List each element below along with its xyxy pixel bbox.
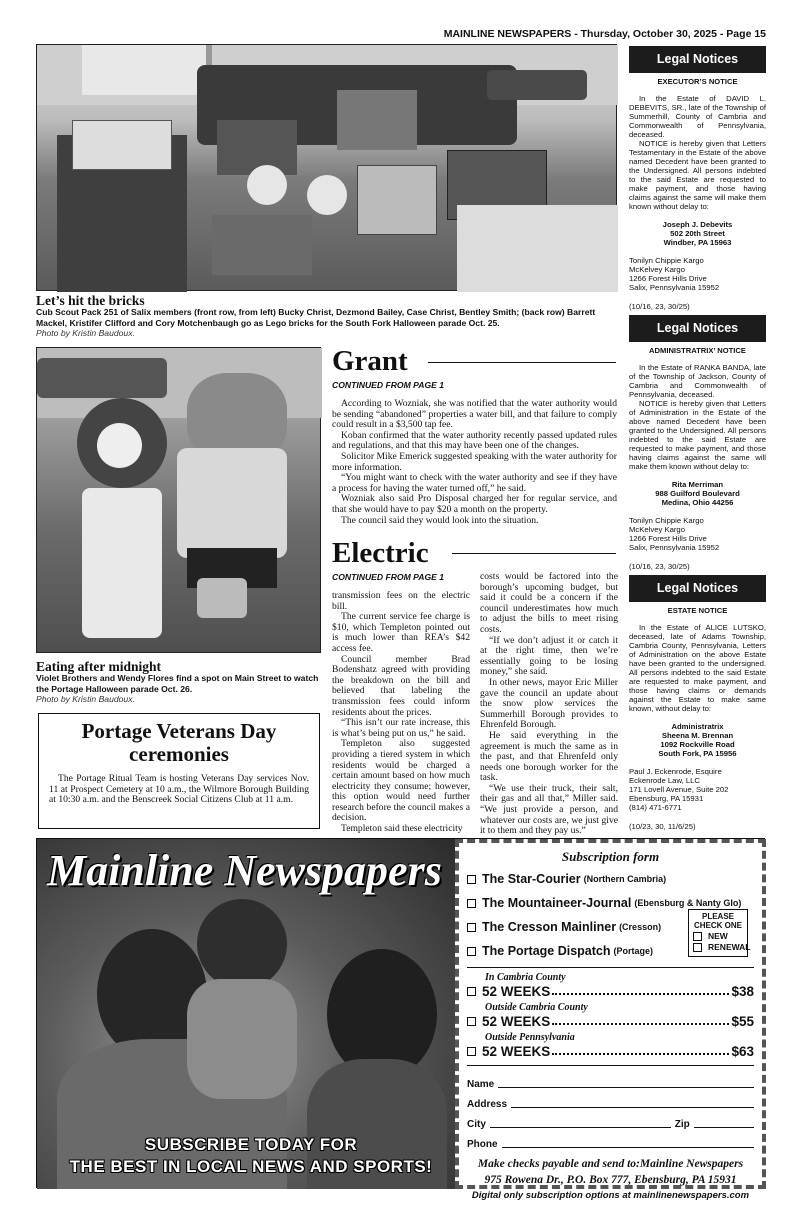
legal-dates: (10/16, 23, 30/25)	[629, 562, 690, 571]
legal-attorney	[629, 256, 766, 292]
electric-paragraph: Templeton said these electricity	[341, 823, 463, 835]
legal-notice-subhead: ESTATE NOTICE	[667, 606, 728, 615]
phone-field[interactable]	[467, 1130, 754, 1150]
price-term: 52 WEEKS	[482, 1043, 551, 1059]
legal-notice-estate	[629, 575, 766, 831]
legal-notices-column	[629, 46, 766, 831]
field-line[interactable]	[694, 1127, 754, 1128]
legal-attorney	[629, 516, 766, 552]
electric-paragraph: The current service fee charge is $10, which Templeton pointed out is much lower than REA’s $42 access fee.	[332, 611, 470, 654]
attorney-line: Tonilyn Chippie Kargo	[629, 256, 704, 265]
publication-name: The Portage Dispatch	[482, 944, 611, 958]
checkbox[interactable]	[467, 947, 476, 956]
choice-label: NEW	[708, 931, 728, 941]
checkbox[interactable]	[467, 875, 476, 884]
subscription-ad	[36, 838, 765, 1201]
field-line[interactable]	[511, 1107, 754, 1108]
price-row[interactable]	[467, 1043, 754, 1059]
attorney-line: McKelvey Kargo	[629, 265, 685, 274]
attorney-line: 1266 Forest Hills Drive	[629, 534, 707, 543]
new-renewal-box	[688, 909, 751, 957]
electric-column-2	[480, 572, 618, 837]
legal-signer	[629, 480, 766, 507]
price-term: 52 WEEKS	[482, 1013, 551, 1029]
field-line[interactable]	[502, 1147, 754, 1148]
price-amount: $38	[731, 983, 754, 999]
publication-name: The Star-Courier	[482, 872, 581, 886]
legal-paragraph: In the Estate of ALICE LUTSKO, deceased, late of Adams Township, Cambria County, Pennsylvania, Letters of Administration on the above Estate have been granted to the undersigned. All persons indebted to the said Estate are requested to make payment, and those having claims or demands against the Estate to make same known, without delay to:	[629, 623, 766, 713]
price-option	[467, 1032, 754, 1059]
price-region: In Cambria County	[485, 972, 566, 983]
signer-line: 1092 Rockville Road	[660, 740, 735, 749]
renewal-option[interactable]	[689, 942, 751, 952]
ad-tagline-1: SUBSCRIBE TODAY FOR	[144, 1135, 358, 1154]
checkbox[interactable]	[467, 1017, 476, 1026]
legal-notice-text	[629, 623, 766, 713]
field-line[interactable]	[490, 1127, 671, 1128]
legal-notice-subhead: ADMINISTRATRIX’ NOTICE	[649, 346, 746, 355]
electric-column-1	[332, 591, 470, 835]
grant-body	[332, 399, 617, 526]
price-row[interactable]	[467, 983, 754, 999]
attorney-line: Paul J. Eckenrode, Esquire	[629, 767, 722, 776]
price-term: 52 WEEKS	[482, 983, 551, 999]
photo2-headline: Eating after midnight	[36, 659, 162, 674]
legal-dates: (10/16, 23, 30/25)	[629, 302, 690, 311]
legal-notice-executor	[629, 46, 766, 311]
checkbox[interactable]	[467, 1047, 476, 1056]
field-label: Zip	[674, 1119, 690, 1130]
masthead: MAINLINE NEWSPAPERS - Thursday, October 30, 2025 - Page 15	[443, 28, 766, 40]
subscription-form	[455, 839, 766, 1201]
payment-instructions: Make checks payable and send to:Mainline Newspapers	[477, 1158, 744, 1170]
grant-paragraph: Wozniak also said Pro Disposal charged her for regular service, and that she would have to pay $20 a month on the property.	[332, 493, 617, 515]
checkbox[interactable]	[467, 899, 476, 908]
photo2-caption: Violet Brothers and Wendy Flores find a spot on Main Street to watch the Portage Halloween parade Oct. 26.	[36, 673, 319, 694]
legal-signer	[629, 220, 766, 247]
dot-leader	[552, 985, 729, 995]
photo1-headline: Let’s hit the bricks	[36, 293, 145, 308]
attorney-line: McKelvey Kargo	[629, 525, 685, 534]
photo1-credit: Photo by Kristin Baudoux.	[36, 328, 135, 338]
signer-line: 988 Guilford Boulevard	[655, 489, 740, 498]
legal-dates: (10/23, 30, 11/6/25)	[629, 822, 696, 831]
electric-paragraph: He said everything in the agreement is much the same as in the past, and that Ehrenfeld only needs one borough worker for the task.	[480, 729, 618, 784]
attorney-line: (814) 471-6771	[629, 803, 682, 812]
photo2-credit: Photo by Kristin Baudoux.	[36, 694, 135, 704]
digital-subscription-note: Digital only subscription options at mainlinenewspapers.com	[471, 1190, 750, 1201]
legal-paragraph: In the Estate of RANKA BANDA, late of the Township of Jackson, County of Cambria and Commonwealth of Pennsylvania, deceased.	[629, 363, 766, 399]
electric-paragraph: In other news, mayor Eric Miller gave the council an update about the snow plow services the Summerhill Borough provides to Ehrenfeld Borough.	[480, 676, 618, 731]
legal-notice-administratrix	[629, 315, 766, 571]
legal-attorney	[629, 767, 766, 812]
checkbox[interactable]	[693, 943, 702, 952]
ad-tagline-2: THE BEST IN LOCAL NEWS AND SPORTS!	[69, 1157, 433, 1176]
electric-paragraph: transmission fees on the electric bill.	[332, 590, 470, 612]
publication-area: (Northern Cambria)	[583, 874, 667, 884]
signer-line: Joseph J. Debevits	[662, 220, 733, 229]
publication-area: (Cresson)	[619, 922, 662, 932]
electric-paragraph: “This isn’t our rate increase, this is what’s being put on us,” he said.	[332, 717, 470, 739]
veterans-paragraph: The Portage Ritual Team is hosting Veterans Day services Nov. 11 at Prospect Cemetery at 10 a.m., the Wilmore Borough Building at 10:30 a.m. and the Benscreek Social Citizens Club at 11 a.m.	[49, 773, 309, 806]
electric-paragraph: costs would be factored into the borough’s upcoming budget, but said it could be a concern if the council underestimates how much to adjust the bills to meet rising costs.	[480, 571, 618, 635]
price-option	[467, 1002, 754, 1029]
payment-address: 975 Rowena Dr., P.O. Box 777, Ebensburg, PA 15931	[484, 1174, 737, 1186]
electric-paragraph: “We use their truck, their salt, their gas and all that,” Miller said. “We just provide a person, and whatever our costs are, we just give it to them and they pay us.”	[480, 782, 618, 837]
grant-paragraph: The council said they would look into the situation.	[341, 514, 539, 526]
electric-continued: CONTINUED FROM PAGE 1	[332, 572, 445, 582]
veterans-body	[49, 774, 309, 806]
price-region: Outside Cambria County	[485, 1002, 588, 1013]
form-divider	[467, 1065, 754, 1066]
attorney-line: Salix, Pennsylvania 15952	[629, 283, 720, 292]
publication-option[interactable]	[467, 867, 754, 891]
choice-title: PLEASE CHECK ONE	[693, 912, 742, 930]
electric-paragraph: Council member Brad Bodenshatz agreed with providing the breakdown on the bill and believed that labeling the transmission fees could inform residents about the prices.	[332, 653, 470, 718]
attorney-line: Ebensburg, PA 15931	[629, 794, 704, 803]
publication-name: The Mountaineer-Journal	[482, 896, 632, 910]
electric-paragraph: Templeton also suggested providing a tiered system in which residents would be charged a certain amount based on how much electricity they consume; however, this option would need further research before the council makes a decision.	[332, 738, 470, 824]
legal-notices-header: Legal Notices	[629, 315, 766, 342]
city-zip-field[interactable]	[467, 1110, 754, 1130]
veterans-day-box	[38, 713, 320, 829]
form-title: Subscription form	[561, 849, 660, 864]
name-field[interactable]	[467, 1070, 754, 1090]
checkbox[interactable]	[467, 987, 476, 996]
signer-line: Administratrix	[671, 722, 724, 731]
field-label: Name	[467, 1079, 495, 1090]
legal-paragraph: NOTICE is hereby given that Letters of Administration in the Estate of the above named Decedent have been granted to the Undersigned. All persons indebted to the said Estate are requested to make payment, and those having claims against the same will make them known without delay to:	[629, 399, 766, 471]
attorney-line: 1266 Forest Hills Drive	[629, 274, 707, 283]
signer-line: Rita Merriman	[671, 480, 724, 489]
grant-continued: CONTINUED FROM PAGE 1	[332, 380, 445, 390]
electric-title-rule	[452, 553, 616, 554]
publication-area: (Ebensburg & Nanty Glo)	[634, 898, 742, 908]
price-amount: $55	[731, 1013, 754, 1029]
dot-leader	[552, 1045, 729, 1055]
grant-paragraph: “You might want to check with the water authority and see if they have a process for having the water turned off,” he said.	[332, 472, 617, 494]
grant-paragraph: Koban confirmed that the water authority recently passed updated rules and regulations, and that this may have been one of the changes.	[332, 429, 617, 452]
dot-leader	[552, 1015, 729, 1025]
attorney-line: Tonilyn Chippie Kargo	[629, 516, 704, 525]
attorney-line: Eckenrode Law, LLC	[629, 776, 700, 785]
grant-title: Grant	[332, 345, 408, 377]
legal-paragraph: NOTICE is hereby given that Letters Testamentary in the Estate of the above named Decedent have been granted to the Undersigned. All persons indebted to the said Estate are requested to make payment, and those having claims against the same will make them known without delay to:	[629, 139, 766, 211]
signer-line: South Fork, PA 15956	[658, 749, 737, 758]
price-row[interactable]	[467, 1013, 754, 1029]
publication-name: The Cresson Mainliner	[482, 920, 617, 934]
choice-label: RENEWAL	[708, 942, 751, 952]
legal-notices-header: Legal Notices	[629, 575, 766, 602]
price-region: Outside Pennsylvania	[485, 1032, 575, 1043]
veterans-title: Portage Veterans Day ceremonies	[81, 719, 277, 766]
electric-title: Electric	[332, 537, 429, 569]
checkbox[interactable]	[693, 932, 702, 941]
electric-paragraph: “If we don’t adjust it or catch it at the right time, then we’re essentially going to be losing money,” she said.	[480, 634, 618, 678]
grant-paragraph: Solicitor Mike Emerick suggested speaking with the water authority for more information.	[332, 450, 617, 473]
field-label: Address	[467, 1099, 508, 1110]
signer-line: Sheena M. Brennan	[661, 731, 734, 740]
attorney-line: Salix, Pennsylvania 15952	[629, 543, 720, 552]
grant-title-rule	[428, 362, 616, 363]
field-label: Phone	[467, 1139, 498, 1150]
signer-line: Windber, PA 15963	[663, 238, 732, 247]
attorney-line: 171 Lovell Avenue, Suite 202	[629, 785, 729, 794]
legal-notices-header: Legal Notices	[629, 46, 766, 73]
halloween-parade-photo	[36, 347, 321, 653]
price-amount: $63	[731, 1043, 754, 1059]
grant-paragraph: According to Wozniak, she was notified that the water authority would be sending “abandoned” properties a water bill, and that failure to comply could result in a $3,500 tap fee.	[332, 398, 617, 431]
legal-notice-text	[629, 363, 766, 471]
legal-paragraph: In the Estate of DAVID L. DEBEVITS, SR., late of the Township of Summerhill, County of Cambria and Commonwealth of Pennsylvania, deceased.	[629, 94, 766, 139]
lego-costumes-photo	[36, 44, 617, 291]
signer-line: Medina, Ohio 44256	[661, 498, 734, 507]
legal-notice-text	[629, 94, 766, 211]
publication-area: (Portage)	[613, 946, 654, 956]
checkbox[interactable]	[467, 923, 476, 932]
legal-notice-subhead: EXECUTOR’S NOTICE	[657, 77, 738, 86]
signer-line: 502 20th Street	[670, 229, 725, 238]
field-line[interactable]	[498, 1087, 754, 1088]
form-divider	[467, 967, 754, 968]
price-option	[467, 972, 754, 999]
field-label: City	[467, 1119, 486, 1130]
new-option[interactable]	[689, 932, 747, 941]
mainline-logo: Mainline Newspapers	[47, 846, 442, 895]
legal-signer	[629, 722, 766, 758]
address-field[interactable]	[467, 1090, 754, 1110]
photo1-caption: Cub Scout Pack 251 of Salix members (front row, from left) Bucky Christ, Dezmond Bailey, Case Christ, Bentley Smith; (back row) Barrett Mackel, Kristifer Clifford and Cory Motchenbaugh go as Lego bricks for the South Fork Halloween parade Oct. 25.	[36, 307, 596, 328]
